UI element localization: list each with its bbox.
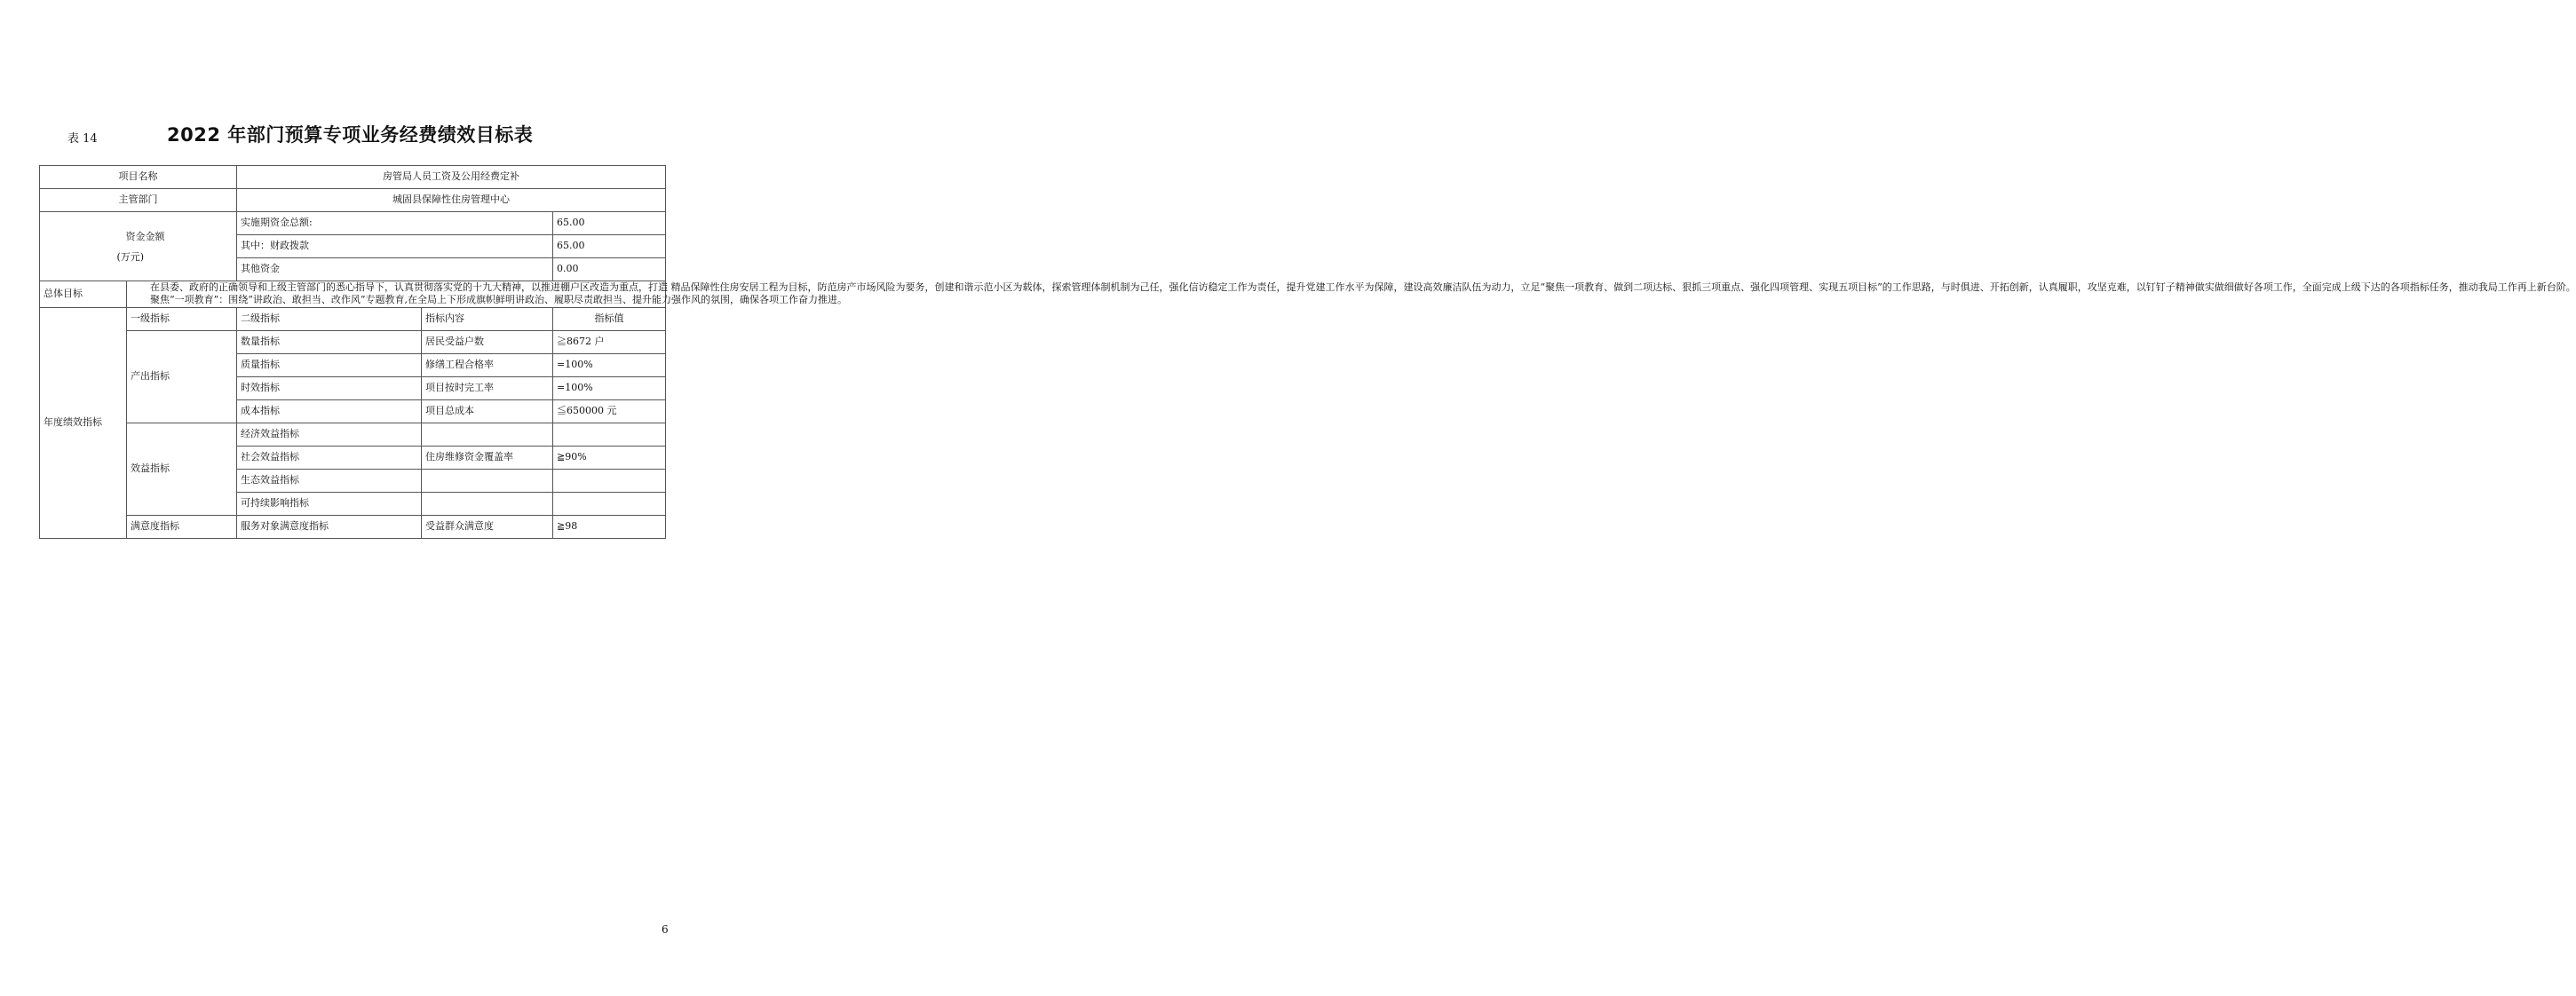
funds-other-value: 0.00 bbox=[553, 258, 666, 281]
indicator-value: ≧98 bbox=[553, 515, 666, 538]
indicator-level2: 可持续影响指标 bbox=[237, 492, 422, 515]
indicator-level2: 服务对象满意度指标 bbox=[237, 515, 422, 538]
indicator-value: ≧8672 户 bbox=[553, 330, 666, 353]
funds-fiscal-label: 其中：财政拨款 bbox=[237, 235, 553, 258]
goal-paragraph: 聚焦“一项教育”：围绕“讲政治、敢担当、改作风”专题教育,在全局上下形成旗帜鲜明讲政治、履职尽责敢担当、提升能力强作风的氛围，确保各项工作奋力推进。 bbox=[150, 294, 847, 306]
table-row bbox=[40, 515, 666, 538]
page-number: 6 bbox=[662, 923, 669, 936]
table-row bbox=[40, 423, 666, 446]
table-row bbox=[40, 166, 666, 189]
page-title: 2022 年部门预算专项业务经费绩效目标表 bbox=[167, 124, 534, 146]
satisfaction-indicators-label: 满意度指标 bbox=[127, 515, 237, 538]
indicator-content bbox=[422, 492, 553, 515]
overall-goal-label: 总体目标 bbox=[40, 281, 127, 308]
indicator-content: 项目总成本 bbox=[422, 399, 553, 423]
indicator-level2: 质量指标 bbox=[237, 353, 422, 376]
indicator-level2: 经济效益指标 bbox=[237, 423, 422, 446]
header-level1: 一级指标 bbox=[127, 307, 237, 330]
indicator-content bbox=[422, 469, 553, 492]
funds-label-line2: (万元) bbox=[116, 250, 145, 263]
indicator-level2: 时效指标 bbox=[237, 376, 422, 399]
indicator-level2: 生态效益指标 bbox=[237, 469, 422, 492]
indicator-value: =100% bbox=[553, 376, 666, 399]
output-indicators-label: 产出指标 bbox=[127, 330, 237, 423]
table-row bbox=[40, 330, 666, 353]
indicator-level2: 数量指标 bbox=[237, 330, 422, 353]
indicator-level2: 成本指标 bbox=[237, 399, 422, 423]
funds-label bbox=[40, 212, 237, 281]
indicator-value bbox=[553, 469, 666, 492]
funds-other-label: 其他资金 bbox=[237, 258, 553, 281]
overall-goal-text bbox=[127, 281, 2576, 308]
header-level2: 二级指标 bbox=[237, 307, 422, 330]
indicator-value bbox=[553, 492, 666, 515]
indicator-value: ≧90% bbox=[553, 446, 666, 469]
indicator-level2: 社会效益指标 bbox=[237, 446, 422, 469]
department-label: 主管部门 bbox=[40, 189, 237, 212]
table-row bbox=[40, 281, 666, 308]
indicator-content: 住房维修资金覆盖率 bbox=[422, 446, 553, 469]
indicator-content bbox=[422, 423, 553, 446]
annual-indicators-label: 年度绩效指标 bbox=[40, 307, 127, 538]
funds-label-line1: 资金金额 bbox=[125, 230, 165, 242]
funds-total-label: 实施期资金总额: bbox=[237, 212, 553, 235]
performance-target-table bbox=[39, 165, 2576, 539]
table-number: 表 14 bbox=[67, 132, 98, 146]
indicator-content: 项目按时完工率 bbox=[422, 376, 553, 399]
indicator-value: ≦650000 元 bbox=[553, 399, 666, 423]
indicator-value: =100% bbox=[553, 353, 666, 376]
header-content: 指标内容 bbox=[422, 307, 553, 330]
indicator-content: 修缮工程合格率 bbox=[422, 353, 553, 376]
funds-fiscal-value: 65.00 bbox=[553, 235, 666, 258]
table-row bbox=[40, 189, 666, 212]
project-name-label: 项目名称 bbox=[40, 166, 237, 189]
table-row bbox=[40, 307, 666, 330]
goal-paragraph: 在县委、政府的正确领导和上级主管部门的悉心指导下，认真贯彻落实党的十九大精神，以推进棚户区改造为重点，打造 精品保障性住房安居工程为目标，防范房产市场风险为要务，创建和谐示范小区为载体，探索管理体制机制为己任，强化信访稳定工作为责任，提升党建工作水平为保障，建设高效廉洁队伍为动力，立足“聚焦一项教育、做到二项达标、狠抓三项重点、强化四项管理、实现五项目标”的工作思路，与时俱进、开拓创新，认真履职，攻坚克难，以钉钉子精神做实做细做好各项工作，全面完成上级下达的各项指标任务，推动我局工作再上新台阶。 bbox=[150, 281, 2576, 293]
funds-total-value: 65.00 bbox=[553, 212, 666, 235]
header-value: 指标值 bbox=[553, 307, 666, 330]
benefit-indicators-label: 效益指标 bbox=[127, 423, 237, 515]
indicator-content: 受益群众满意度 bbox=[422, 515, 553, 538]
project-name-value: 房管局人员工资及公用经费定补 bbox=[237, 166, 666, 189]
indicator-content: 居民受益户数 bbox=[422, 330, 553, 353]
indicator-value bbox=[553, 423, 666, 446]
department-value: 城固县保障性住房管理中心 bbox=[237, 189, 666, 212]
table-row bbox=[40, 212, 666, 235]
